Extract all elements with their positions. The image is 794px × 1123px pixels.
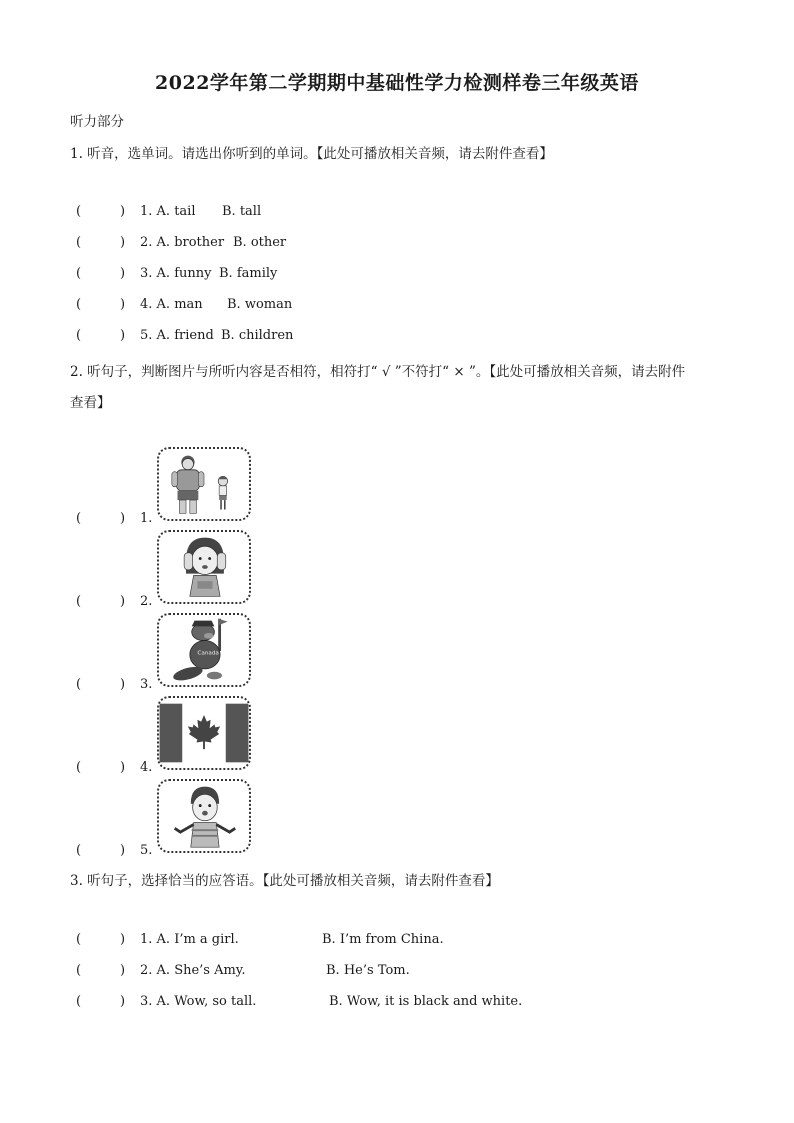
picture-boy-shrugging — [157, 779, 251, 853]
paren-close: ) — [120, 511, 126, 526]
paren-open: ( — [76, 932, 82, 947]
paren-open: ( — [76, 297, 82, 312]
option-a: 3. A. funny — [140, 266, 212, 281]
paren-open: ( — [76, 677, 82, 692]
item-number: 4. — [140, 760, 153, 775]
paren-open: ( — [76, 760, 82, 775]
paren-open: ( — [76, 511, 82, 526]
paren-open: ( — [76, 594, 82, 609]
paren-close: ) — [120, 235, 126, 250]
item-number: 2. — [140, 594, 153, 609]
option-b: B. other — [233, 235, 287, 250]
paren-close: ) — [120, 677, 126, 692]
picture-girl-covering-ears — [157, 530, 251, 604]
paren-open: ( — [76, 843, 82, 858]
item-number: 3. — [140, 677, 153, 692]
option-a: 3. A. Wow, so tall. — [140, 994, 257, 1009]
option-a: 2. A. She’s Amy. — [140, 963, 246, 978]
q2-instruction-line2: 查看】 — [70, 395, 111, 411]
q1-instruction: 1. 听音，选单词。请选出你听到的单词。【此处可播放相关音频，请去附件查看】 — [70, 146, 553, 162]
q2-instruction-line1: 2. 听句子，判断图片与所听内容是否相符，相符打“ √ ”不符打“ × ”。【此处可播放相关音频，请去附件 — [70, 364, 686, 380]
paren-open: ( — [76, 994, 82, 1009]
option-b: B. children — [221, 328, 294, 343]
paren-close: ) — [120, 594, 126, 609]
paren-open: ( — [76, 266, 82, 281]
paren-open: ( — [76, 328, 82, 343]
picture-beaver — [157, 613, 251, 687]
option-a: 2. A. brother — [140, 235, 225, 250]
option-b: B. Wow, it is black and white. — [329, 994, 523, 1009]
paren-open: ( — [76, 963, 82, 978]
paren-open: ( — [76, 235, 82, 250]
option-a: 4. A. man — [140, 297, 203, 312]
q3-instruction: 3. 听句子，选择恰当的应答语。【此处可播放相关音频，请去附件查看】 — [70, 873, 499, 889]
option-b: B. He’s Tom. — [326, 963, 410, 978]
paren-close: ) — [120, 963, 126, 978]
picture-tall-man-and-boy — [157, 447, 251, 521]
paren-close: ) — [120, 843, 126, 858]
picture-canada-flag — [157, 696, 251, 770]
paren-close: ) — [120, 297, 126, 312]
paren-close: ) — [120, 204, 126, 219]
option-b: B. family — [219, 266, 278, 281]
paren-close: ) — [120, 760, 126, 775]
paren-close: ) — [120, 994, 126, 1009]
paren-close: ) — [120, 328, 126, 343]
option-a: 1. A. I’m a girl. — [140, 932, 239, 947]
paren-open: ( — [76, 204, 82, 219]
option-b: B. I’m from China. — [322, 932, 444, 947]
option-a: 5. A. friend — [140, 328, 214, 343]
option-b: B. woman — [227, 297, 293, 312]
option-a: 1. A. tail — [140, 204, 196, 219]
paren-close: ) — [120, 266, 126, 281]
option-b: B. tall — [222, 204, 262, 219]
page-title: 2022学年第二学期期中基础性学力检测样卷三年级英语 — [155, 72, 639, 94]
item-number: 5. — [140, 843, 153, 858]
paren-close: ) — [120, 932, 126, 947]
item-number: 1. — [140, 511, 153, 526]
svg-text:Canada: Canada — [197, 650, 219, 657]
section-heading: 听力部分 — [70, 114, 124, 130]
